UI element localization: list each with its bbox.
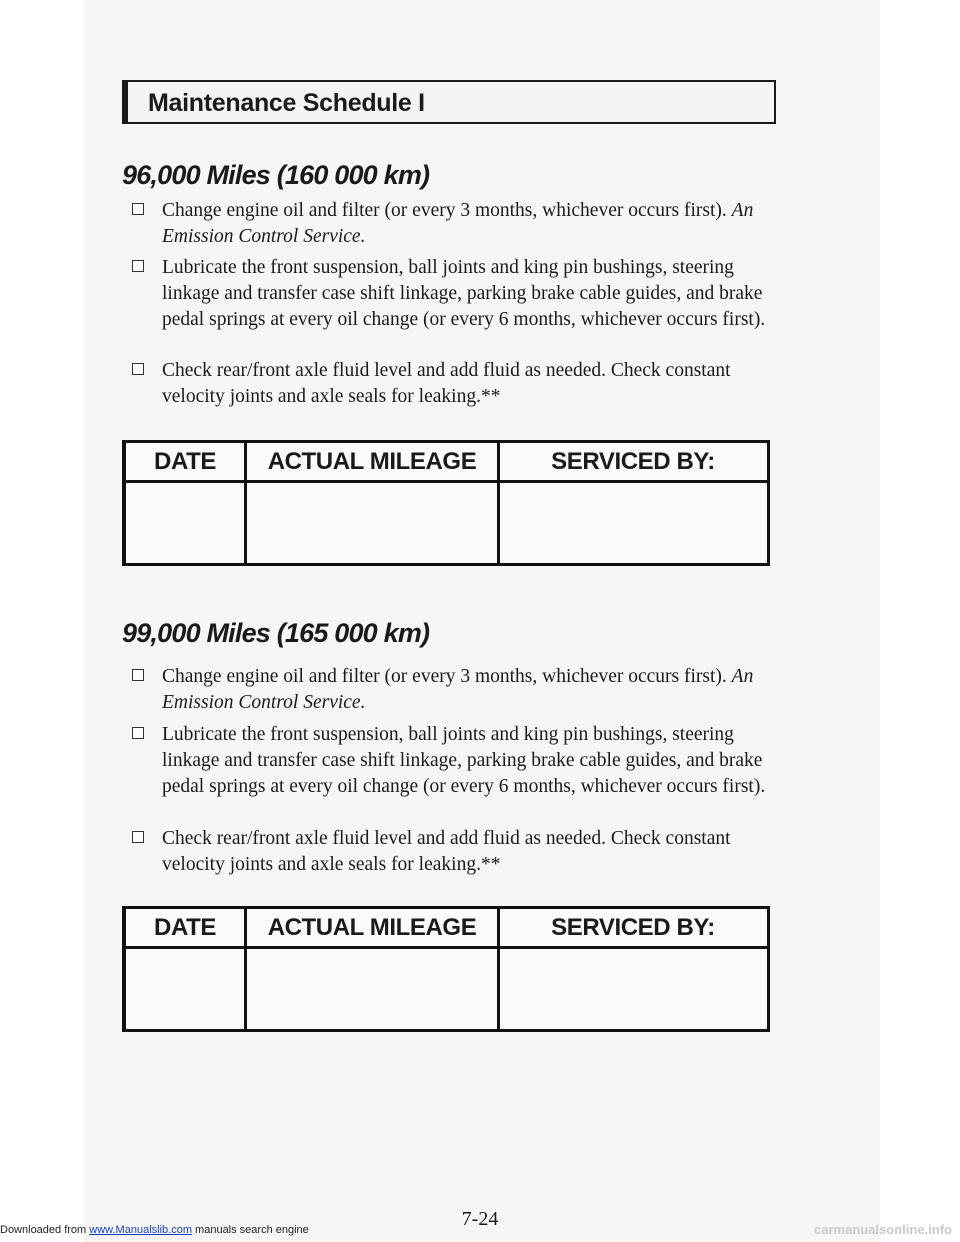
schedule-title: Maintenance Schedule I (148, 89, 425, 117)
checkbox[interactable] (132, 669, 144, 681)
manualslib-link[interactable]: www.Manualslib.com (89, 1224, 192, 1236)
watermark: carmanualsonline.info (814, 1222, 952, 1237)
item-note: An Emission Control Service. (162, 200, 754, 247)
item-text: Change engine oil and filter (or every 3 months, whichever occurs first). (162, 666, 727, 687)
item-note: An Emission Control Service. (162, 666, 754, 713)
item-text: Check rear/front axle fluid level and add fluid as needed. Check constant velocity joints and axle seals for leaking.** (162, 360, 731, 407)
service-record-table (122, 440, 770, 566)
checkbox[interactable] (132, 260, 144, 272)
page-number: 7-24 (461, 1208, 499, 1230)
checkbox[interactable] (132, 203, 144, 215)
section-heading-99000: 99,000 Miles (165 000 km) (122, 618, 430, 648)
section-heading-96000: 96,000 Miles (160 000 km) (122, 160, 430, 190)
header-date: DATE (154, 914, 216, 941)
checkbox[interactable] (132, 727, 144, 739)
download-footer (0, 1224, 309, 1236)
item-text: Lubricate the front suspension, ball joints and king pin bushings, steering linkage and transfer case shift linkage, parking brake cable guides, and brake pedal springs at every oil change (or every 6 months, whichever occurs first). (162, 257, 766, 330)
footer-prefix: Downloaded from (0, 1224, 87, 1236)
schedule-header (122, 80, 776, 124)
checkbox[interactable] (132, 831, 144, 843)
header-actual-mileage: ACTUAL MILEAGE (267, 448, 477, 475)
header-date: DATE (154, 448, 216, 475)
item-text: Lubricate the front suspension, ball joints and king pin bushings, steering linkage and transfer case shift linkage, parking brake cable guides, and brake pedal springs at every oil change (or every 6 months, whichever occurs first). (162, 724, 766, 797)
footer-suffix: manuals search engine (195, 1224, 309, 1236)
item-text: Change engine oil and filter (or every 3 months, whichever occurs first). (162, 200, 727, 221)
item-text: Check rear/front axle fluid level and add fluid as needed. Check constant velocity joints and axle seals for leaking.** (162, 828, 731, 875)
service-record-table (122, 906, 770, 1032)
checkbox[interactable] (132, 363, 144, 375)
header-actual-mileage: ACTUAL MILEAGE (267, 914, 477, 941)
header-serviced-by: SERVICED BY: (551, 914, 715, 941)
header-serviced-by: SERVICED BY: (551, 448, 715, 475)
